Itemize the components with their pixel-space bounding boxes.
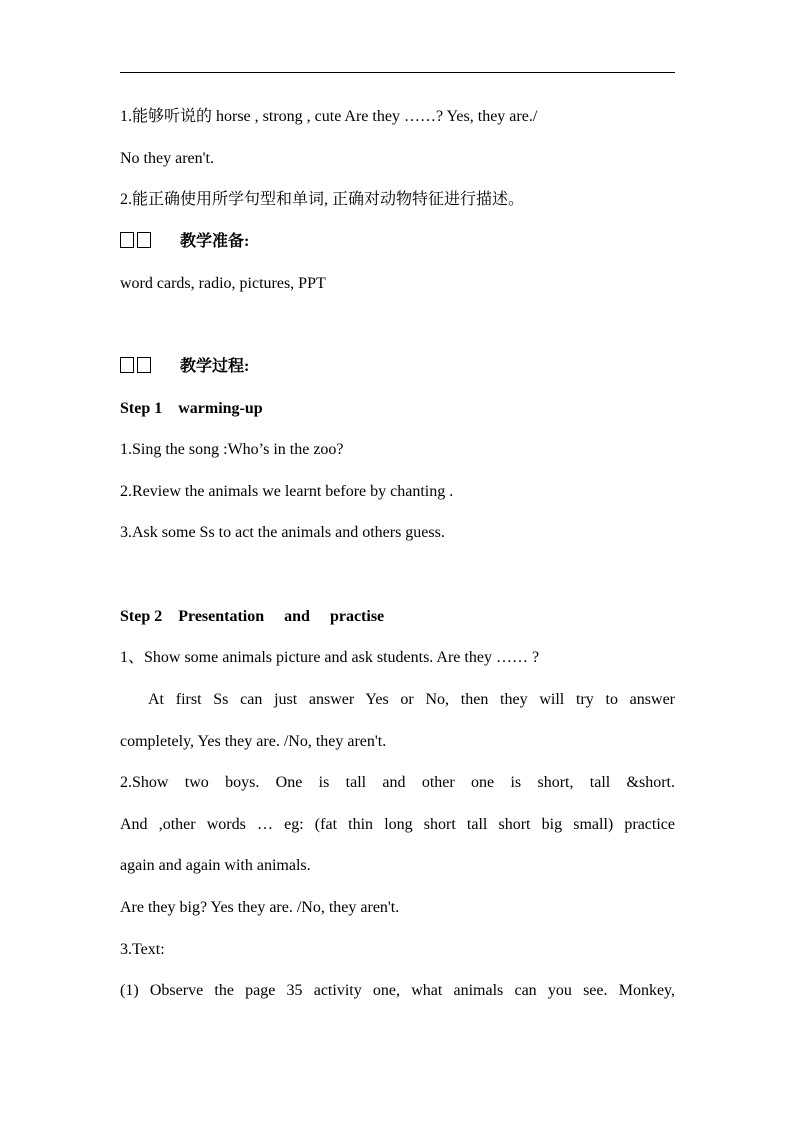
step2-item-3-sub-1: (1) Observe the page 35 activity one, what animals can you see. Monkey, [120,982,675,999]
step2-item-1: 1、Show some animals picture and ask students. Are they …… ? [120,649,540,666]
section-prep-label: 教学准备: [180,233,250,250]
prep-items: word cards, radio, pictures, PPT [120,275,326,292]
step2-item-2-cont2: again and again with animals. [120,857,311,874]
step2-item-1-para: At first Ss can just answer Yes or No, then they will try to answer [148,691,675,708]
bullet-box-icon [137,232,151,248]
objective-2: 2.能正确使用所学句型和单词, 正确对动物特征进行描述。 [120,191,525,208]
bullet-box-icon [120,357,134,373]
step1-item-2: 2.Review the animals we learnt before by chanting . [120,483,454,500]
step2-item-2: 2.Show two boys. One is tall and other one is short, tall &short. [120,774,675,791]
bullet-box-icon [137,357,151,373]
step2-item-1-para-cont: completely, Yes they are. /No, they aren't. [120,733,387,750]
step1-item-3: 3.Ask some Ss to act the animals and others guess. [120,524,445,541]
section-prep-heading [120,232,675,252]
objective-1-cont: No they aren't. [120,150,214,167]
header-rule [120,72,675,73]
bullet-box-icon [120,232,134,248]
step2-item-2-cont: And ,other words … eg: (fat thin long short tall short big small) practice [120,816,675,833]
step2-heading: Step 2 Presentation and practise [120,608,385,625]
section-process-label: 教学过程: [180,358,250,375]
step2-item-2-example: Are they big? Yes they are. /No, they aren't. [120,899,400,916]
step1-item-1: 1.Sing the song :Who’s in the zoo? [120,441,344,458]
step2-item-3: 3.Text: [120,941,165,958]
step1-heading: Step 1 warming-up [120,400,263,417]
objective-1: 1.能够听说的 horse , strong , cute Are they ……? Yes, they are./ [120,108,538,125]
section-process-heading [120,357,675,377]
